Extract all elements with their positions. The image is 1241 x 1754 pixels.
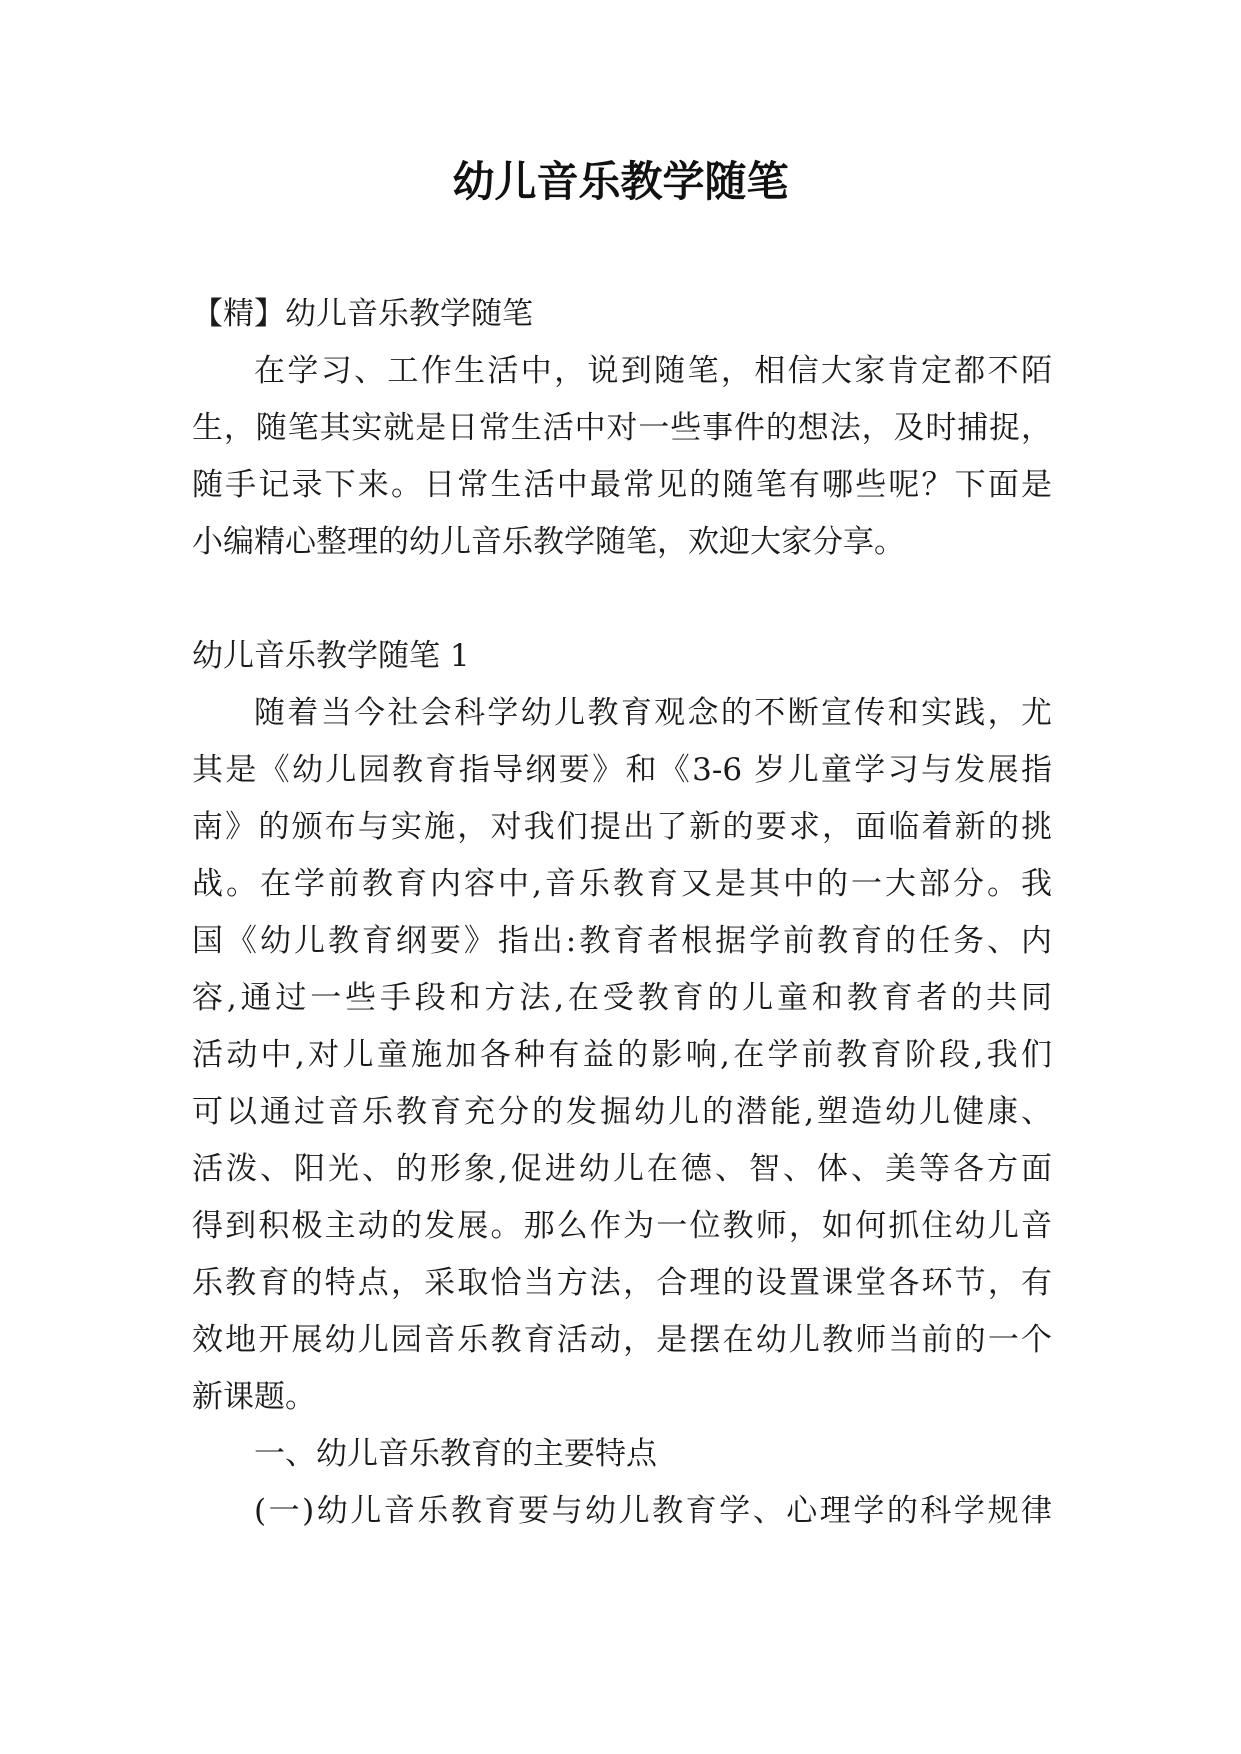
document-body <box>192 286 1052 1540</box>
intro-line: 小编精心整理的幼儿音乐教学随笔，欢迎大家分享。 <box>192 524 905 560</box>
body-line: 效地开展幼儿园音乐教育活动，是摆在幼儿教师当前的一个 <box>192 1322 1052 1358</box>
paragraph-gap <box>192 571 1052 628</box>
intro-line: 在学习、工作生活中，说到随笔，相信大家肯定都不陌 <box>254 353 1052 389</box>
body-line: 国《幼儿教育纲要》指出:教育者根据学前教育的任务、内 <box>192 923 1052 959</box>
body-line: 容,通过一些手段和方法,在受教育的儿童和教育者的共同 <box>192 980 1052 1016</box>
body-line: 可以通过音乐教育充分的发掘幼儿的潜能,塑造幼儿健康、 <box>192 1094 1052 1130</box>
body-line: 南》的颁布与实施，对我们提出了新的要求，面临着新的挑 <box>192 809 1052 845</box>
body-line: 活泼、阳光、的形象,促进幼儿在德、智、体、美等各方面 <box>192 1151 1052 1187</box>
subheading-main-features: 一、幼儿音乐教育的主要特点 <box>254 1436 657 1472</box>
body-line: 乐教育的特点，采取恰当方法，合理的设置课堂各环节，有 <box>192 1265 1052 1301</box>
article-subtitle: 【精】幼儿音乐教学随笔 <box>192 296 533 332</box>
body-line: 战。在学前教育内容中,音乐教育又是其中的一大部分。我 <box>192 866 1052 902</box>
body-line: 新课题。 <box>192 1379 316 1415</box>
document-title: 幼儿音乐教学随笔 <box>452 157 789 206</box>
subheading-point-one: (一)幼儿音乐教育要与幼儿教育学、心理学的科学规律 <box>254 1493 1052 1529</box>
body-line: 其是《幼儿园教育指导纲要》和《3-6 岁儿童学习与发展指 <box>192 752 1052 788</box>
body-line: 活动中,对儿童施加各种有益的影响,在学前教育阶段,我们 <box>192 1037 1052 1073</box>
body-line: 得到积极主动的发展。那么作为一位教师，如何抓住幼儿音 <box>192 1208 1052 1244</box>
intro-line: 生，随笔其实就是日常生活中对一些事件的想法，及时捕捉， <box>192 410 1052 446</box>
section-heading: 幼儿音乐教学随笔 1 <box>192 638 470 674</box>
intro-line: 随手记录下来。日常生活中最常见的随笔有哪些呢？下面是 <box>192 467 1052 503</box>
body-line: 随着当今社会科学幼儿教育观念的不断宣传和实践，尤 <box>254 695 1052 731</box>
